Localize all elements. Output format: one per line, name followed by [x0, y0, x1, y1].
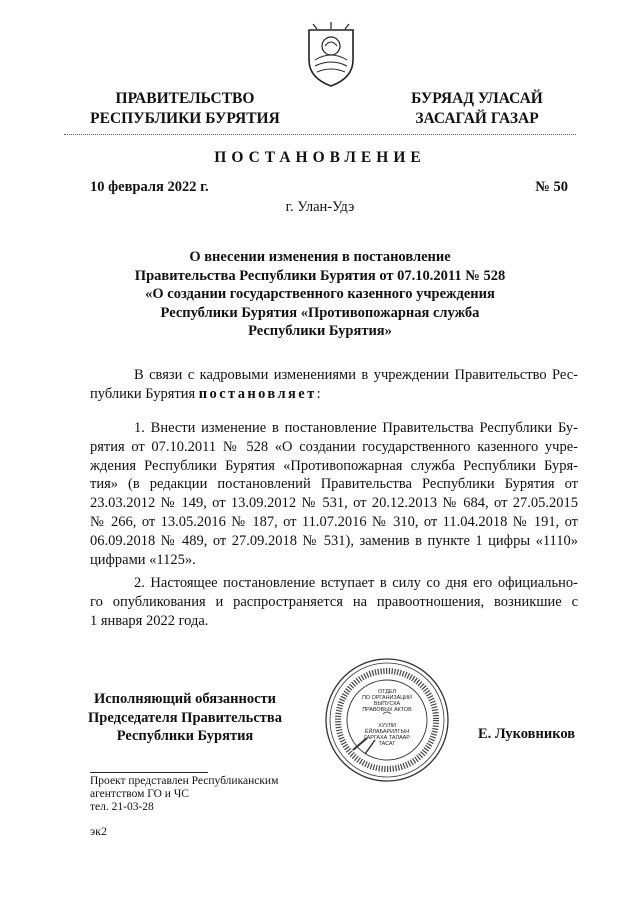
footer-line: агентством ГО и ЧС	[90, 787, 189, 800]
footer-line: тел. 21-03-28	[90, 800, 154, 813]
document-date: 10 февраля 2022 г.	[90, 179, 209, 195]
intro-prefix: публики Бурятия	[90, 385, 199, 402]
signatory-title-line: Исполняющий обязанности	[93, 691, 277, 707]
intro-suffix: :	[316, 385, 321, 402]
stamp-line: ЁЙЛАБАРИЛГЫН	[364, 729, 410, 735]
official-stamp	[323, 656, 451, 784]
header-divider	[64, 134, 576, 135]
coat-of-arms-emblem	[303, 20, 359, 88]
signatory-name: Е. Луковников	[478, 726, 576, 742]
document-city: г. Улан-Удэ	[285, 199, 355, 215]
item-2-line: 1 января 2022 года.	[90, 612, 209, 629]
item-1-line: 1. Внести изменение в постановление Правительства Республики Бу-	[134, 420, 578, 436]
subject-line: О внесении изменения в постановление	[189, 249, 451, 265]
item-1-line: 06.09.2018 № 489, от 27.09.2018 № 531), заменив в пункте 1 цифры «1110»	[90, 532, 578, 549]
item-1-line: 23.03.2012 № 149, от 13.09.2012 № 531, от 20.12.2013 № 684, от 27.05.2015	[90, 495, 578, 512]
item-1-line: цифрами «1125».	[90, 551, 196, 568]
header-left-line1: ПРАВИТЕЛЬСТВО	[115, 90, 255, 107]
intro-paragraph	[90, 366, 578, 404]
stamp-line: ХУУЛИ	[378, 723, 396, 729]
signatory-title-line: Председателя Правительства	[88, 709, 282, 726]
footer-divider	[90, 772, 208, 773]
intro-line: В связи с кадровыми изменениями в учреждении Правительство Рес-	[134, 367, 578, 383]
subject-line: «О создании государственного казенного учреждения	[145, 286, 495, 303]
document-number: № 50	[535, 179, 568, 195]
subject-line: Правительства Республики Бурятия от 07.10.2011 № 528	[134, 267, 506, 284]
item-2-paragraph	[90, 574, 578, 630]
intro-line	[90, 385, 578, 404]
signatory-title-line: Республики Бурятия	[116, 728, 254, 744]
subject-line: Республики Бурятия «Противопожарная служба	[160, 304, 480, 321]
decree-keyword: постановляет	[198, 385, 317, 402]
item-2-line: 2. Настоящее постановление вступает в силу со дня его официально-	[134, 575, 578, 591]
header-right-line1: БУРЯАД УЛАСАЙ	[411, 90, 543, 107]
document-code: эк2	[90, 824, 107, 838]
document-type-title: ПОСТАНОВЛЕНИЕ	[214, 149, 426, 166]
stamp-line: ПО ОРГАНИЗАЦИИ	[362, 695, 412, 701]
item-2-line: го опубликования и распространяется на правоотношения, возникшие с	[90, 593, 578, 610]
document-subject	[110, 248, 530, 341]
stamp-line: ОТДЕЛ	[377, 689, 397, 695]
header-right	[392, 89, 562, 129]
footer-line: Проект представлен Республиканским	[90, 775, 279, 787]
item-1-paragraph	[90, 419, 578, 569]
signatory-title	[80, 690, 290, 746]
item-1-line: ждения Республики Бурятия «Противопожарная служба Республики Буря-	[90, 457, 578, 474]
item-1-line: тия» (в редакции постановлений Правительства Республики Бурятия от	[90, 476, 578, 493]
subject-line: Республики Бурятия»	[248, 323, 392, 340]
stamp-line: ГАРГАХА ТАЛААР	[364, 735, 410, 741]
header-right-line2: ЗАСАГАЙ ГАЗАР	[415, 110, 539, 127]
header-left	[80, 89, 290, 129]
stamp-line: ПРАВОВЫХ АКТОВ	[362, 707, 412, 713]
header-left-line2: РЕСПУБЛИКИ БУРЯТИЯ	[90, 110, 280, 127]
item-1-line: рятия от 07.10.2011 № 528 «О создании государственного казенного учре-	[90, 438, 578, 455]
stamp-line: ТАСАГ	[378, 741, 396, 747]
footer-note	[90, 775, 278, 813]
stamp-inner-text	[362, 689, 412, 747]
item-1-line: № 266, от 13.05.2016 № 187, от 11.07.2016 № 310, от 11.04.2018 № 191, от	[90, 513, 578, 530]
stamp-line: ВЫПУСКА	[373, 701, 401, 707]
